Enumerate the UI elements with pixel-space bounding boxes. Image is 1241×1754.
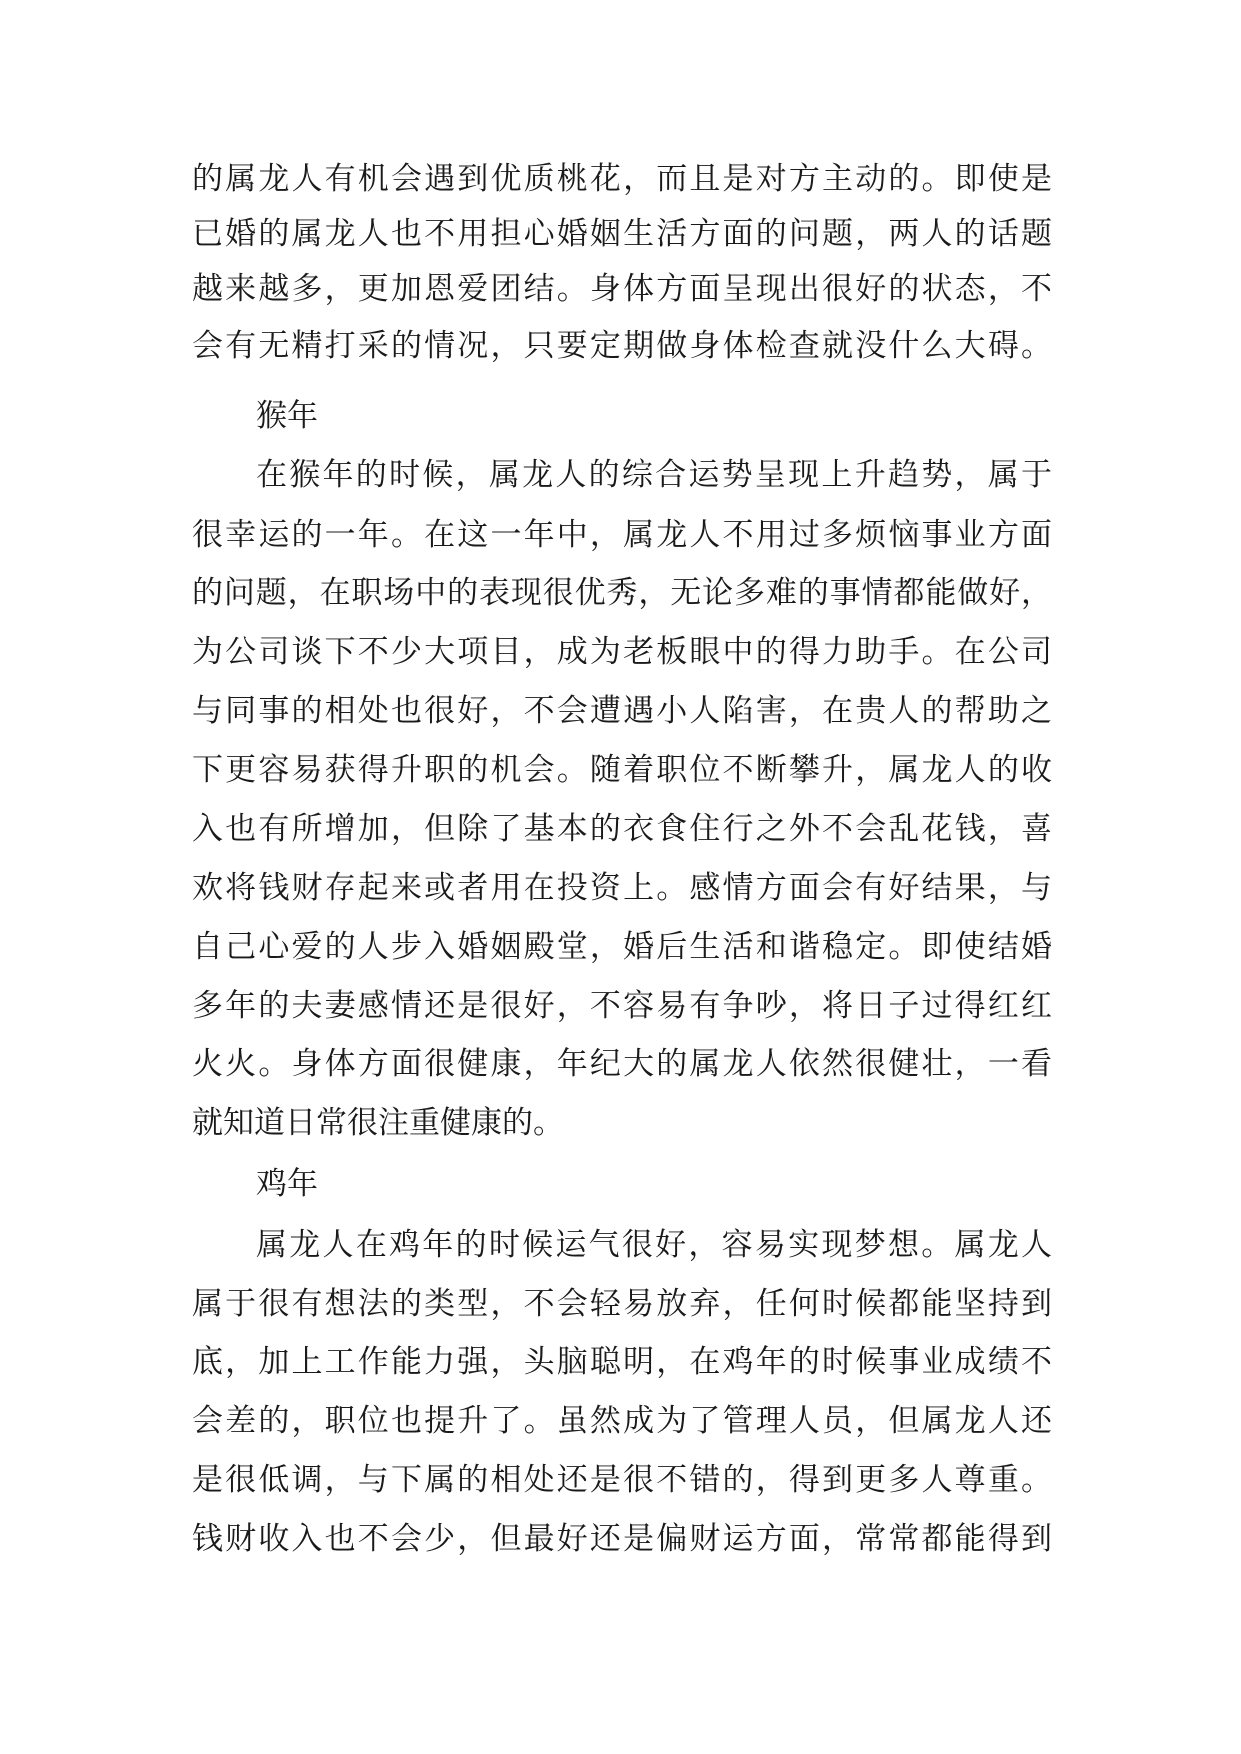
text-line: 火火。身体方面很健康，年纪大的属龙人依然很健壮，一看 — [192, 1046, 1052, 1082]
text-line: 的属龙人有机会遇到优质桃花，而且是对方主动的。即使是 — [192, 161, 1052, 197]
text-line: 属于很有想法的类型，不会轻易放弃，任何时候都能坚持到 — [192, 1286, 1052, 1322]
text-line: 是很低调，与下属的相处还是很不错的，得到更多人尊重。 — [192, 1462, 1052, 1498]
text-line: 多年的夫妻感情还是很好，不容易有争吵，将日子过得红红 — [192, 988, 1052, 1024]
text-line: 与同事的相处也很好，不会遭遇小人陷害，在贵人的帮助之 — [192, 693, 1052, 729]
text-line: 会有无精打采的情况，只要定期做身体检查就没什么大碍。 — [192, 328, 1052, 364]
text-line: 欢将钱财存起来或者用在投资上。感情方面会有好结果，与 — [192, 870, 1052, 906]
text-line: 底，加上工作能力强，头脑聪明，在鸡年的时候事业成绩不 — [192, 1344, 1052, 1380]
text-line: 自己心爱的人步入婚姻殿堂，婚后生活和谐稳定。即使结婚 — [192, 929, 1052, 965]
text-line: 入也有所增加，但除了基本的衣食住行之外不会乱花钱，喜 — [192, 811, 1052, 847]
section-heading-monkey-year: 猴年 — [256, 398, 318, 434]
text-line: 会差的，职位也提升了。虽然成为了管理人员，但属龙人还 — [192, 1403, 1052, 1439]
text-line: 为公司谈下不少大项目，成为老板眼中的得力助手。在公司 — [192, 634, 1052, 670]
text-line: 钱财收入也不会少，但最好还是偏财运方面，常常都能得到 — [192, 1521, 1052, 1557]
text-line: 下更容易获得升职的机会。随着职位不断攀升，属龙人的收 — [192, 752, 1052, 788]
text-line: 就知道日常很注重健康的。 — [192, 1105, 564, 1141]
section-heading-rooster-year: 鸡年 — [256, 1166, 318, 1202]
text-line: 很幸运的一年。在这一年中，属龙人不用过多烦恼事业方面 — [192, 517, 1052, 553]
paragraph-first-line: 在猴年的时候，属龙人的综合运势呈现上升趋势，属于 — [256, 457, 1052, 493]
text-line: 的问题，在职场中的表现很优秀，无论多难的事情都能做好， — [192, 575, 1052, 611]
text-line: 已婚的属龙人也不用担心婚姻生活方面的问题，两人的话题 — [192, 216, 1052, 252]
text-line: 越来越多，更加恩爱团结。身体方面呈现出很好的状态，不 — [192, 271, 1052, 307]
paragraph-first-line: 属龙人在鸡年的时候运气很好，容易实现梦想。属龙人 — [256, 1227, 1052, 1263]
